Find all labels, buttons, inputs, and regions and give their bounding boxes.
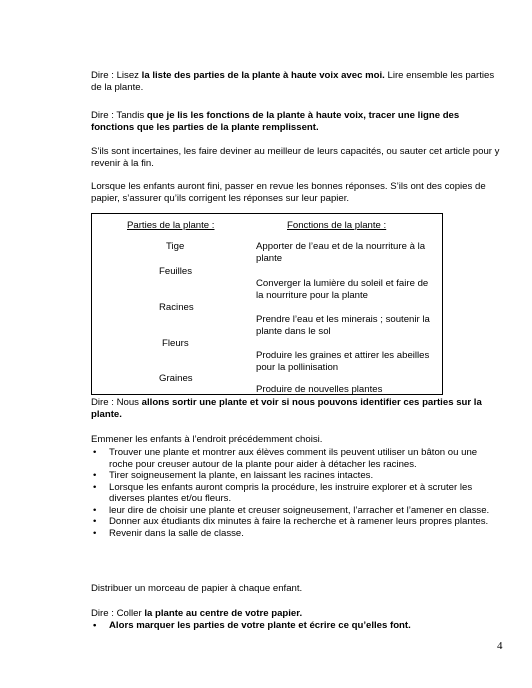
list-item: • Donner aux étudiants dix minutes à faire la recherche et à ramener leurs propres plantes. [91, 516, 501, 528]
bold-run: la liste des parties de la plante à haute voix avec moi. [141, 70, 385, 81]
instruction-read-parts [91, 70, 501, 94]
bold-run: que je lis les fonctions de la plante à haute voix, tracer une ligne des fonctions que les parties de la plante remplissent. [91, 110, 460, 133]
instruction-review-answers: Lorsque les enfants auront fini, passer en revue les bonnes réponses. S’ils ont des copies de papier, s’assurer qu’ils corrigent les réponses sur leur papier. [91, 181, 486, 204]
instruction-glue-plant [91, 608, 501, 620]
part-item: Feuilles [159, 266, 193, 277]
instruction-read-functions [91, 110, 501, 134]
part-item: Fleurs [162, 338, 189, 349]
function-item: Apporter de l’eau et de la nourriture à la plante [256, 241, 426, 264]
function-item: Produire les graines et attirer les abeilles pour la pollinisation [256, 350, 430, 373]
table-header-parts: Parties de la plante : [127, 220, 215, 231]
function-item: Prendre l’eau et les minerais ; soutenir la plante dans le sol [256, 314, 430, 337]
instruction-distribute-paper: Distribuer un morceau de papier à chaque enfant. [91, 583, 303, 594]
activity-steps-list [91, 447, 501, 539]
text-run: Lire ensemble les parties de la plante. [91, 70, 495, 93]
list-item: • Trouver une plante et montrer aux élèves comment ils peuvent utiliser un bâton ou une roche pour creuser autour de la plante pour aider à détacher les racines. [91, 447, 501, 470]
text-run: Dire : Coller [91, 608, 145, 619]
instruction-bring-children: Emmener les enfants à l’endroit précédemment choisi. [91, 434, 323, 445]
bold-run: allons sortir une plante et voir si nous pouvons identifier ces parties sur la plante. [91, 397, 482, 420]
part-item: Tige [166, 241, 185, 252]
text-run: Dire : Tandis [91, 110, 147, 121]
page-number: 4 [497, 640, 503, 652]
plant-parts-table [91, 213, 443, 395]
final-step-list [91, 620, 501, 632]
instruction-uncertain: S’ils sont incertaines, les faire deviner au meilleur de leurs capacités, ou sauter cet article pour y revenir à la fin. [91, 146, 500, 169]
function-item: Produire de nouvelles plantes [256, 384, 383, 395]
list-item: • leur dire de choisir une plante et creuser soigneusement, l’arracher et l’amener en classe. [91, 505, 501, 517]
list-item: • Revenir dans la salle de classe. [91, 528, 501, 540]
part-item: Racines [159, 302, 194, 313]
instruction-go-outside [91, 397, 501, 421]
bold-run: la plante au centre de votre papier. [144, 608, 303, 619]
text-run: Dire : Lisez [91, 70, 142, 81]
part-item: Graines [159, 373, 193, 384]
list-item: • Tirer soigneusement la plante, en laissant les racines intactes. [91, 470, 501, 482]
table-header-functions: Fonctions de la plante : [287, 220, 387, 231]
list-item: • Alors marquer les parties de votre plante et écrire ce qu’elles font. [91, 620, 501, 632]
function-item: Converger la lumière du soleil et faire de la nourriture pour la plante [256, 278, 429, 301]
text-run: Dire : Nous [91, 397, 142, 408]
list-item: • Lorsque les enfants auront compris la procédure, les instruire explorer et à scruter les diverses plantes et/ou fleurs. [91, 482, 501, 505]
